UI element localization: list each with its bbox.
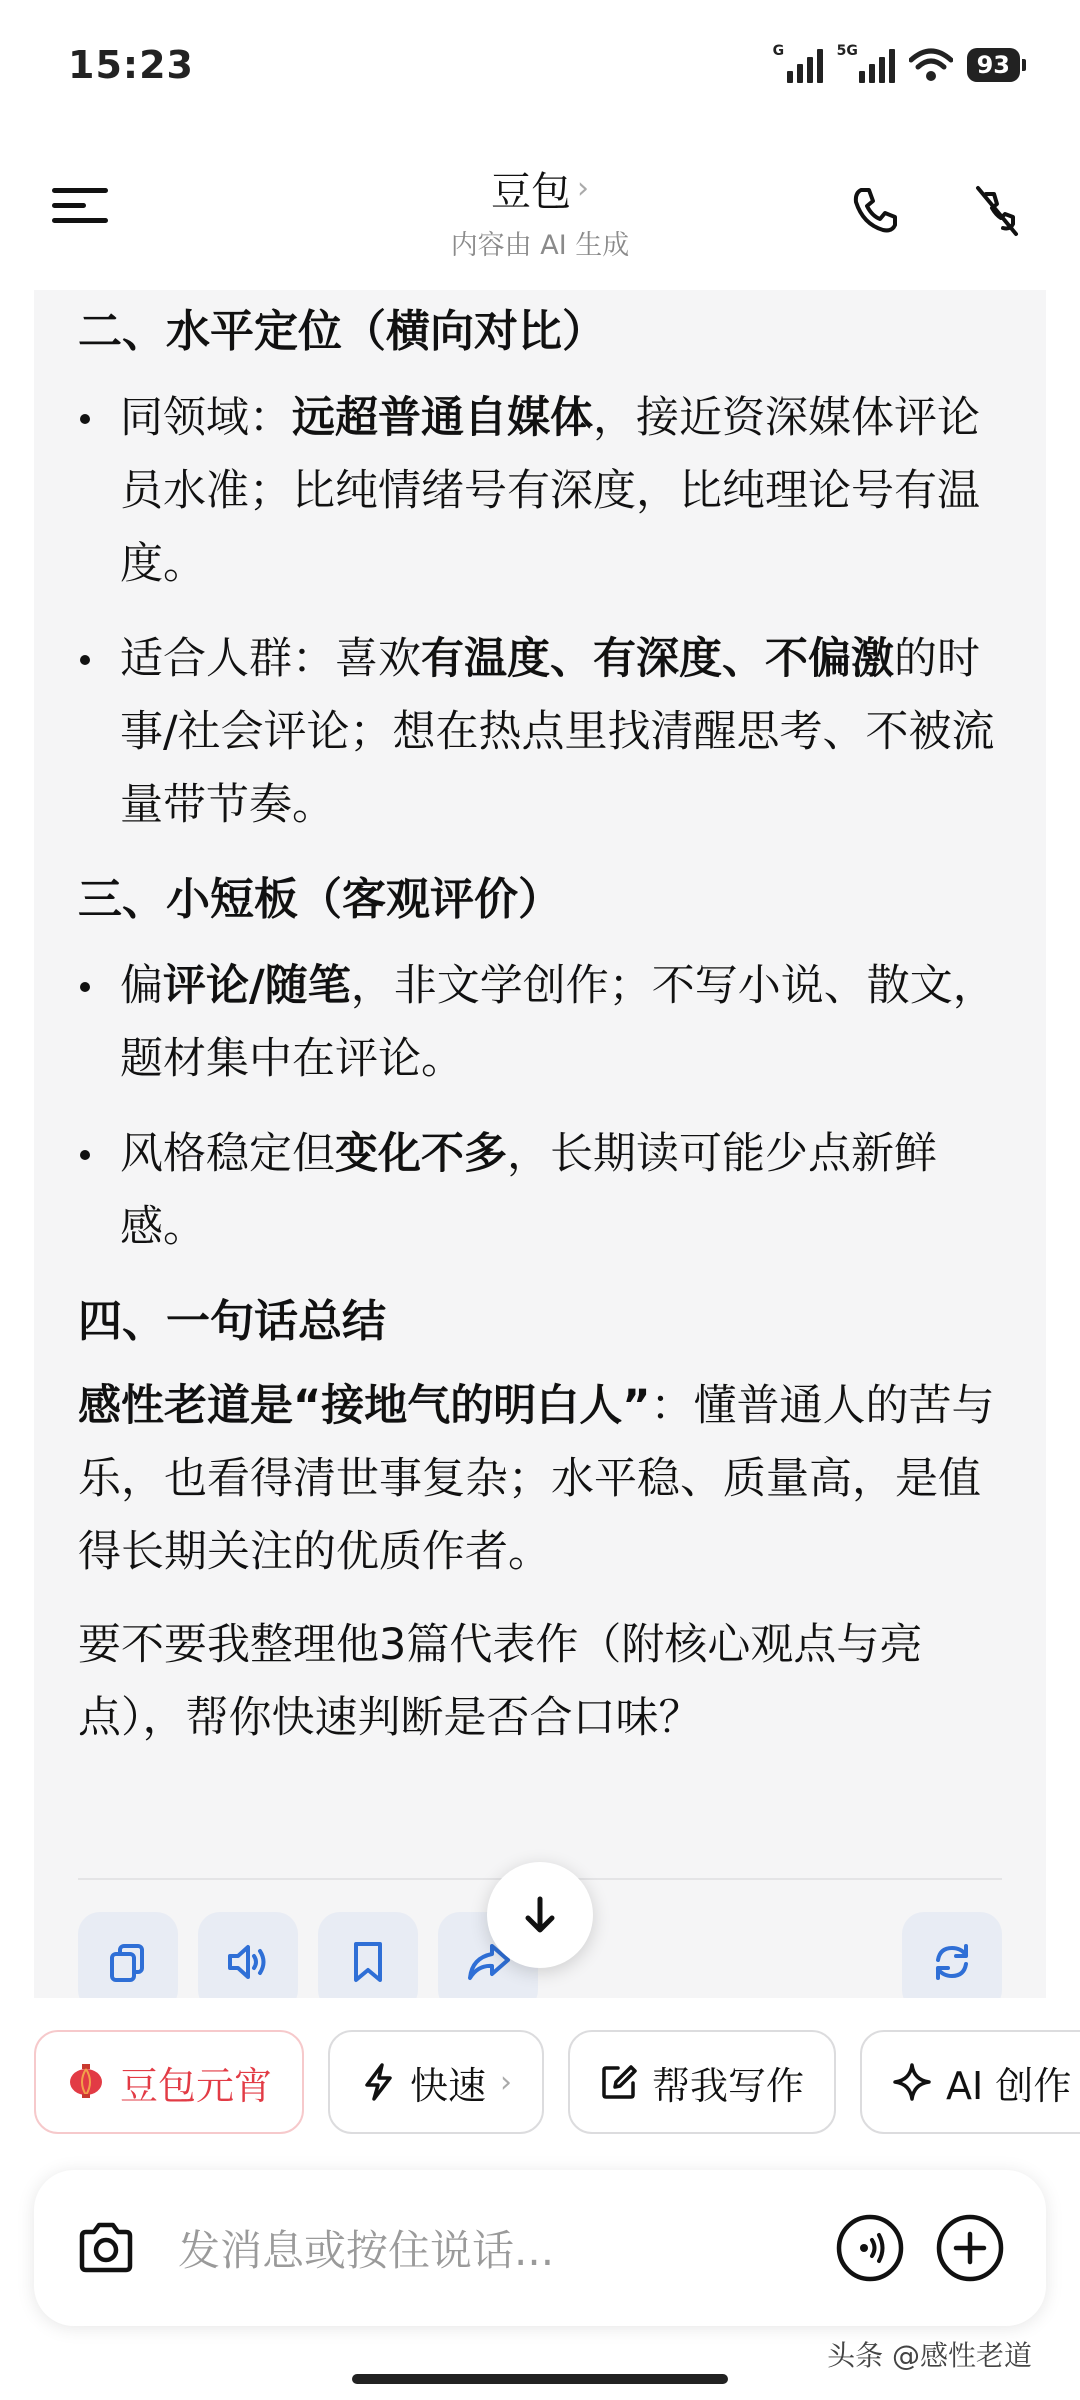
scroll-to-bottom-button[interactable] — [487, 1862, 593, 1968]
speaker-icon — [224, 1938, 272, 1986]
bot-name[interactable] — [491, 160, 589, 217]
chip-label: 快速 — [410, 2063, 487, 2108]
bullet-text: 的时事/社会评论；想在热点里找清醒思考、不被流量带节奏。 — [120, 634, 995, 830]
quick-action-chips — [34, 2030, 1080, 2136]
bullet-bold: 变化不多 — [335, 1129, 507, 1179]
regenerate-icon — [928, 1938, 976, 1986]
bullet-text: 同领域： — [120, 393, 292, 443]
chat-header — [0, 140, 1080, 280]
chip-label: 豆包元宵 — [120, 2063, 273, 2108]
voice-call-icon[interactable] — [834, 2212, 906, 2284]
chip-lantern-festival[interactable] — [34, 2030, 304, 2134]
chevron-right-icon: › — [500, 2064, 513, 2100]
phone-icon[interactable] — [845, 180, 905, 240]
regenerate-button[interactable] — [902, 1912, 1002, 1998]
bookmark-button[interactable] — [318, 1912, 418, 1998]
chat-title-area[interactable] — [0, 160, 1080, 262]
chip-ai-create[interactable] — [860, 2030, 1080, 2134]
bullet-text: ，长期读可能少点新鲜感。 — [120, 1129, 937, 1252]
summary-text: ：懂普通人的苦与乐，也看得清世事复杂；水平稳、质量高，是值得长期关注的优质作者。 — [78, 1381, 995, 1577]
system-icons — [772, 43, 1020, 83]
bullet-item — [78, 382, 1002, 601]
copy-icon — [104, 1938, 152, 1986]
edit-icon — [600, 2063, 638, 2101]
chevron-right-icon: › — [577, 171, 589, 206]
summary-paragraph — [78, 1370, 1002, 1589]
message-input-bar — [34, 2170, 1046, 2326]
home-indicator[interactable] — [352, 2374, 728, 2384]
arrow-down-icon — [518, 1893, 562, 1937]
bullet-item — [78, 1118, 1002, 1264]
bot-name-label: 豆包 — [491, 169, 571, 215]
lightning-icon — [360, 2062, 396, 2102]
follow-up-question: 要不要我整理他3篇代表作（附核心观点与亮点），帮你快速判断是否合口味？ — [78, 1620, 923, 1743]
plus-icon[interactable] — [934, 2212, 1006, 2284]
bullet-text: 偏 — [120, 961, 163, 1011]
section-heading: 四、一句话总结 — [78, 1296, 386, 1347]
lantern-icon — [66, 2062, 106, 2102]
copy-button[interactable] — [78, 1912, 178, 1998]
bullet-text: ，接近资深媒体评论员水准；比纯情绪号有深度，比纯理论号有温度。 — [120, 393, 980, 589]
summary-bold: 感性老道是“接地气的明白人” — [78, 1381, 651, 1431]
chip-label: AI 创作 — [946, 2063, 1072, 2108]
signal-label: G — [772, 43, 785, 59]
bullet-text: ，非文学创作；不写小说、散文，题材集中在评论。 — [120, 961, 996, 1084]
battery-icon: 93 — [967, 48, 1020, 82]
camera-icon[interactable] — [74, 2216, 138, 2280]
status-bar — [0, 0, 1080, 130]
watermark: 头条 @感性老道 — [827, 2339, 1032, 2372]
bullet-item — [78, 950, 1002, 1096]
sparkle-icon — [892, 2062, 932, 2102]
section-heading: 二、水平定位（横向对比） — [78, 306, 606, 357]
bullet-bold: 有温度、有深度、不偏激 — [421, 634, 894, 684]
chip-label: 帮我写作 — [652, 2063, 805, 2108]
read-aloud-button[interactable] — [198, 1912, 298, 1998]
ai-generated-note: 内容由 AI 生成 — [450, 230, 630, 261]
bullet-text: 适合人群：喜欢 — [120, 634, 421, 684]
section-heading: 三、小短板（客观评价） — [78, 874, 562, 925]
assistant-message — [34, 290, 1046, 1998]
bullet-bold: 评论/随笔 — [163, 961, 351, 1011]
signal-5g-icon — [836, 43, 895, 83]
bookmark-icon — [344, 1938, 392, 1986]
mute-icon[interactable] — [966, 180, 1026, 240]
bullet-bold: 远超普通自媒体 — [292, 393, 593, 443]
signal-5g-label: 5G — [836, 43, 858, 59]
wifi-icon — [909, 48, 953, 82]
message-input[interactable]: 发消息或按住说话... — [178, 2226, 555, 2275]
status-time: 15:23 — [68, 43, 194, 87]
bullet-item — [78, 623, 1002, 842]
signal-icon — [772, 43, 823, 83]
chip-fast-mode[interactable] — [328, 2030, 544, 2134]
chip-help-write[interactable] — [568, 2030, 836, 2134]
bullet-text: 风格稳定但 — [120, 1129, 335, 1179]
